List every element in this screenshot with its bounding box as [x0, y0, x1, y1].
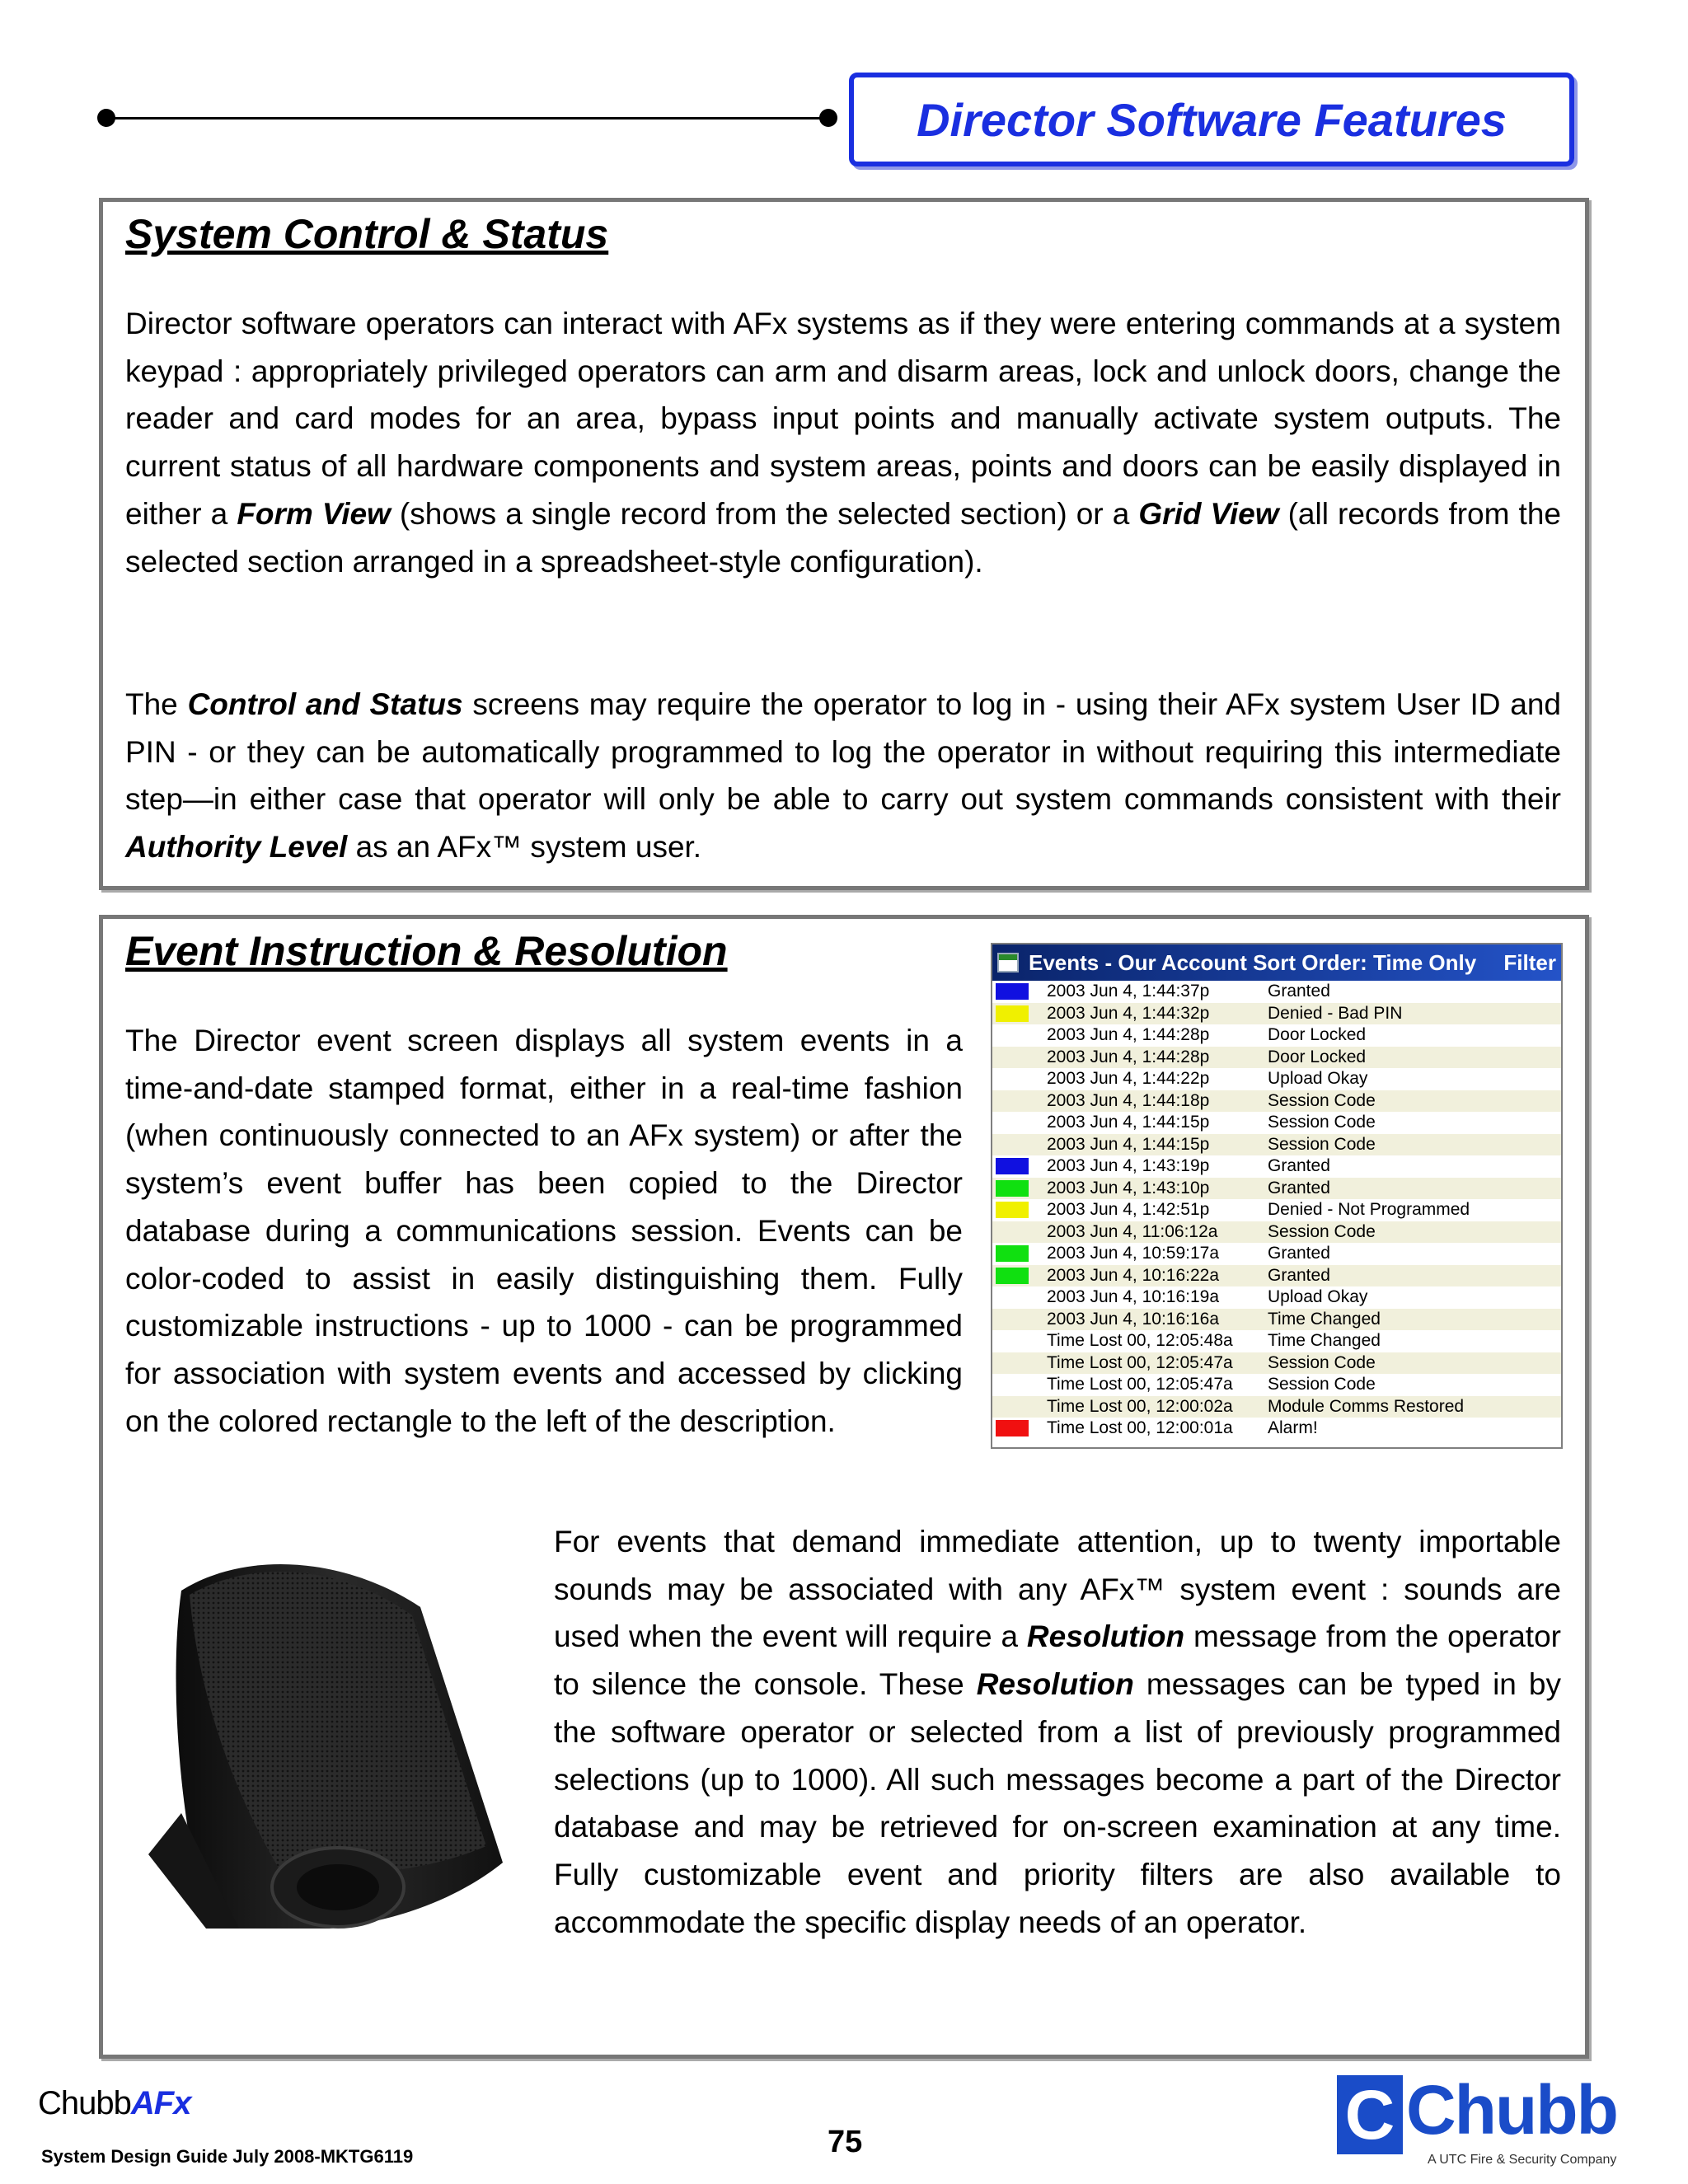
event-description: Granted	[1268, 1178, 1330, 1197]
chubb-afx-logo	[38, 2085, 190, 2122]
header-rule-dot-left	[97, 109, 115, 127]
event-row[interactable]	[992, 1199, 1561, 1221]
event-row[interactable]	[992, 1221, 1561, 1244]
event-timestamp: Time Lost 00, 12:05:47a	[1047, 1375, 1233, 1394]
event-color-swatch[interactable]	[996, 1114, 1029, 1131]
event-row[interactable]	[992, 1265, 1561, 1287]
event-description: Session Code	[1268, 1134, 1376, 1154]
event-timestamp: 2003 Jun 4, 1:44:18p	[1047, 1090, 1210, 1110]
text-run: The	[125, 687, 188, 721]
system-control-paragraph-1	[125, 300, 1561, 585]
header-rule	[105, 117, 830, 120]
events-window-title: Events - Our Account Sort Order: Time Only	[1029, 950, 1477, 975]
event-description: Denied - Bad PIN	[1268, 1003, 1403, 1023]
event-timestamp: 2003 Jun 4, 1:44:37p	[1047, 982, 1210, 1001]
event-description: Granted	[1268, 1265, 1330, 1285]
event-color-swatch[interactable]	[996, 1180, 1029, 1197]
event-description: Granted	[1268, 982, 1330, 1001]
event-color-swatch[interactable]	[996, 1311, 1029, 1328]
event-row[interactable]	[992, 1352, 1561, 1375]
event-timestamp: 2003 Jun 4, 10:59:17a	[1047, 1244, 1220, 1263]
text-run: Director software operators can interact with AFx systems as if they were entering commands at a system keypad : appropriately privileged operators can arm and disarm areas, lock and unlock doors, change the reader and card modes for an area, bypass input points and manually activate system outputs. The current status of all hardware components and system areas, points and doors can be easily displayed in either a	[125, 307, 1561, 531]
event-row[interactable]	[992, 1068, 1561, 1090]
emphasis-resolution: Resolution	[976, 1667, 1134, 1702]
events-title-bar	[992, 944, 1561, 981]
text-run: screens may require the operator to log in - using their AFx system User ID and PIN - or they can be automatically programmed to log the operator in without requiring this intermediate step—in either case that operator will only be able to carry out system commands consistent with their	[125, 687, 1561, 817]
event-timestamp: 2003 Jun 4, 1:42:51p	[1047, 1200, 1210, 1220]
brand-tagline: A UTC Fire & Security Company	[1428, 2153, 1617, 2167]
event-row[interactable]	[992, 1330, 1561, 1352]
page-title: Director Software Features	[917, 93, 1507, 146]
event-row[interactable]	[992, 1178, 1561, 1200]
event-timestamp: 2003 Jun 4, 1:44:28p	[1047, 1047, 1210, 1066]
event-description: Upload Okay	[1268, 1287, 1368, 1307]
event-description: Module Comms Restored	[1268, 1396, 1465, 1416]
event-color-swatch[interactable]	[996, 1137, 1029, 1153]
event-color-swatch[interactable]	[996, 1224, 1029, 1240]
event-timestamp: 2003 Jun 4, 1:44:15p	[1047, 1134, 1210, 1154]
event-color-swatch[interactable]	[996, 1376, 1029, 1393]
event-description: Door Locked	[1268, 1047, 1367, 1066]
header-rule-dot-right	[819, 109, 837, 127]
event-description: Session Code	[1268, 1090, 1376, 1110]
event-row[interactable]	[992, 1003, 1561, 1025]
event-row[interactable]	[992, 1155, 1561, 1178]
emphasis-resolution: Resolution	[1026, 1619, 1185, 1654]
events-filter-button[interactable]: Filter	[1503, 950, 1556, 975]
event-timestamp: Time Lost 00, 12:05:48a	[1047, 1331, 1233, 1351]
event-color-swatch[interactable]	[996, 1093, 1029, 1109]
event-row[interactable]	[992, 1090, 1561, 1113]
event-timestamp: 2003 Jun 4, 1:43:10p	[1047, 1178, 1210, 1197]
text-run: as an AFx™ system user.	[347, 830, 702, 865]
event-paragraph-2	[554, 1518, 1561, 1946]
emphasis-form-view: Form View	[237, 496, 391, 531]
header-title-box	[849, 73, 1574, 166]
event-timestamp: 2003 Jun 4, 10:16:22a	[1047, 1265, 1220, 1285]
event-row[interactable]	[992, 1309, 1561, 1331]
event-description: Time Changed	[1268, 1309, 1381, 1329]
event-color-swatch[interactable]	[996, 1027, 1029, 1043]
chubb-brand-word: Chubb	[1406, 2071, 1617, 2149]
event-row[interactable]	[992, 1418, 1561, 1440]
emphasis-grid-view: Grid View	[1138, 496, 1279, 531]
event-description: Session Code	[1268, 1375, 1376, 1394]
event-row[interactable]	[992, 1047, 1561, 1069]
event-color-swatch[interactable]	[996, 1420, 1029, 1436]
event-timestamp: 2003 Jun 4, 1:44:28p	[1047, 1025, 1210, 1045]
event-row[interactable]	[992, 981, 1561, 1003]
text-run: messages can be typed in by the software operator or selected from a list of previously programmed selections (up to 1000). All such messages become a part of the Director database and may be retrieved for on-screen examination at any time. Fully customizable event and priority filters are also available to accommodate the specific display needs of an operator.	[554, 1667, 1562, 1939]
event-row[interactable]	[992, 1396, 1561, 1418]
event-row[interactable]	[992, 1374, 1561, 1396]
event-timestamp: 2003 Jun 4, 1:44:32p	[1047, 1003, 1210, 1023]
text-run: For events that demand immediate attention, up to twenty importable sounds may be associated with any AFx™ system event : sounds are used when the event will require a	[554, 1525, 1561, 1654]
logo-chubb-text: Chubb	[38, 2085, 131, 2121]
brand-mark-letter: C	[1344, 2075, 1395, 2154]
event-timestamp: 2003 Jun 4, 10:16:16a	[1047, 1309, 1220, 1329]
event-color-swatch[interactable]	[996, 983, 1029, 1000]
event-color-swatch[interactable]	[996, 1268, 1029, 1284]
event-color-swatch[interactable]	[996, 1071, 1029, 1087]
event-color-swatch[interactable]	[996, 1158, 1029, 1174]
event-color-swatch[interactable]	[996, 1289, 1029, 1305]
event-description: Time Changed	[1268, 1331, 1381, 1351]
text-run: (shows a single record from the selected section) or a	[390, 496, 1139, 531]
event-color-swatch[interactable]	[996, 1333, 1029, 1349]
event-description: Session Code	[1268, 1113, 1376, 1132]
chubb-brand-mark	[1337, 2075, 1403, 2154]
event-description: Denied - Not Programmed	[1268, 1200, 1470, 1220]
event-row[interactable]	[992, 1243, 1561, 1265]
text-run: (all records from the selected section arranged in a spreadsheet-style configuration).	[125, 496, 1561, 579]
page-number: 75	[828, 2125, 863, 2159]
section-heading-event-instruction: Event Instruction & Resolution	[125, 928, 728, 974]
system-control-paragraph-2	[125, 681, 1561, 871]
event-timestamp: 2003 Jun 4, 1:44:15p	[1047, 1113, 1210, 1132]
speaker-illustration	[132, 1541, 511, 1937]
events-list	[992, 981, 1561, 1440]
event-color-swatch[interactable]	[996, 1202, 1029, 1218]
event-row[interactable]	[992, 1286, 1561, 1309]
section-heading-system-control: System Control & Status	[125, 211, 609, 257]
event-color-swatch[interactable]	[996, 1005, 1029, 1022]
event-row[interactable]	[992, 1134, 1561, 1156]
event-color-swatch[interactable]	[996, 1399, 1029, 1415]
emphasis-control-and-status: Control and Status	[187, 687, 463, 721]
footer-guide-label: System Design Guide July 2008-MKTG6119	[41, 2146, 414, 2167]
events-window	[991, 943, 1563, 1449]
event-color-swatch[interactable]	[996, 1245, 1029, 1262]
event-timestamp: Time Lost 00, 12:00:01a	[1047, 1418, 1233, 1438]
emphasis-authority-level: Authority Level	[125, 830, 348, 865]
event-color-swatch[interactable]	[996, 1049, 1029, 1066]
text-run: message from the operator to silence the console. These	[554, 1619, 1561, 1702]
event-timestamp: 2003 Jun 4, 10:16:19a	[1047, 1287, 1220, 1307]
event-timestamp: 2003 Jun 4, 11:06:12a	[1047, 1221, 1218, 1241]
event-timestamp: 2003 Jun 4, 1:44:22p	[1047, 1069, 1210, 1089]
event-timestamp: 2003 Jun 4, 1:43:19p	[1047, 1156, 1210, 1176]
event-description: Session Code	[1268, 1221, 1376, 1241]
event-row[interactable]	[992, 1112, 1561, 1134]
event-description: Granted	[1268, 1156, 1330, 1176]
event-row[interactable]	[992, 1024, 1561, 1047]
event-timestamp: Time Lost 00, 12:05:47a	[1047, 1352, 1233, 1372]
event-description: Alarm!	[1268, 1418, 1318, 1438]
event-timestamp: Time Lost 00, 12:00:02a	[1047, 1396, 1233, 1416]
logo-afx-text: AFx	[130, 2085, 191, 2121]
event-description: Upload Okay	[1268, 1069, 1368, 1089]
event-description: Door Locked	[1268, 1025, 1367, 1045]
window-icon	[997, 953, 1019, 972]
event-paragraph-1: The Director event screen displays all system events in a time-and-date stamped format, either in a real-time fashion (when continuously connected to an AFx system) or after the system’s event buffer has been copied to the Director database during a communications session. Events can be color-coded to assist in easily distinguishing them. Fully customizable instructions - up to 1000 - can be programmed for association with system events and accessed by clicking on the colored rectangle to the left of the description.	[125, 1024, 963, 1438]
event-description: Session Code	[1268, 1352, 1376, 1372]
event-description: Granted	[1268, 1244, 1330, 1263]
event-color-swatch[interactable]	[996, 1355, 1029, 1371]
